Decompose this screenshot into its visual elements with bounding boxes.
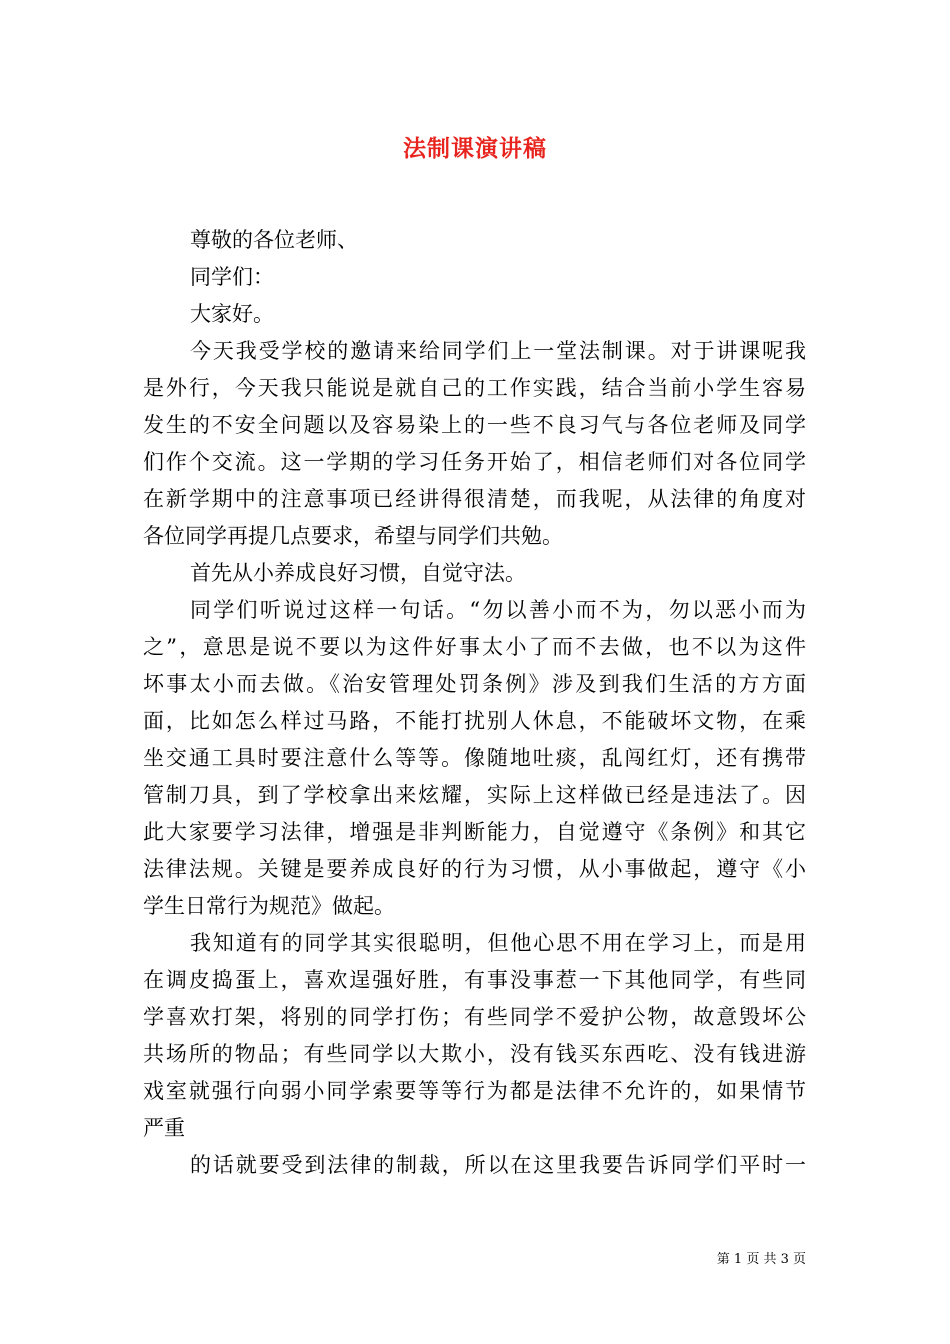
text-line: 坏事太小而去做。《治安管理处罚条例》涉及到我们生活的方方面 bbox=[143, 672, 806, 696]
text-line: 同学们： bbox=[190, 265, 274, 289]
text-line: 今天我受学校的邀请来给同学们上一堂法制课。对于讲课呢我 bbox=[190, 339, 806, 363]
page-number: 第 1 页 共 3 页 bbox=[716, 1252, 806, 1267]
text-line: 尊敬的各位老师、 bbox=[190, 228, 358, 252]
text-line: 之”，意思是说不要以为这件好事太小了而不去做，也不以为这件 bbox=[143, 635, 806, 659]
text-line: 是外行，今天我只能说是就自己的工作实践，结合当前小学生容易 bbox=[143, 376, 806, 400]
text-line: 同学们听说过这样一句话。“勿以善小而不为，勿以恶小而为 bbox=[190, 598, 806, 622]
text-line: 发生的不安全问题以及容易染上的一些不良习气与各位老师及同学 bbox=[143, 413, 806, 437]
document-body bbox=[143, 222, 806, 1184]
text-line: 大家好。 bbox=[190, 302, 274, 326]
document-title: 法制课演讲稿 bbox=[403, 135, 547, 162]
text-line: 们作个交流。这一学期的学习任务开始了，相信老师们对各位同学 bbox=[143, 450, 806, 474]
text-line: 此大家要学习法律，增强是非判断能力，自觉遵守《条例》和其它 bbox=[143, 820, 806, 844]
text-line: 各位同学再提几点要求，希望与同学们共勉。 bbox=[143, 524, 563, 548]
text-line: 戏室就强行向弱小同学索要等等行为都是法律不允许的，如果情节 bbox=[143, 1079, 806, 1103]
text-line: 严重 bbox=[143, 1116, 185, 1140]
text-line: 在调皮捣蛋上，喜欢逞强好胜，有事没事惹一下其他同学，有些同 bbox=[143, 968, 806, 992]
text-line: 的话就要受到法律的制裁，所以在这里我要告诉同学们平时一 bbox=[190, 1153, 806, 1177]
text-line: 法律法规。关键是要养成良好的行为习惯，从小事做起，遵守《小 bbox=[143, 857, 806, 881]
text-line: 共场所的物品；有些同学以大欺小，没有钱买东西吃、没有钱进游 bbox=[143, 1042, 806, 1066]
text-line: 坐交通工具时要注意什么等等。像随地吐痰，乱闯红灯，还有携带 bbox=[143, 746, 806, 770]
text-line: 学喜欢打架，将别的同学打伤；有些同学不爱护公物，故意毁坏公 bbox=[143, 1005, 806, 1029]
text-line: 管制刀具，到了学校拿出来炫耀，实际上这样做已经是违法了。因 bbox=[143, 783, 806, 807]
text-line: 面，比如怎么样过马路，不能打扰别人休息，不能破坏文物，在乘 bbox=[143, 709, 806, 733]
text-line: 学生日常行为规范》做起。 bbox=[143, 894, 395, 918]
text-line: 我知道有的同学其实很聪明，但他心思不用在学习上，而是用 bbox=[190, 931, 806, 955]
text-line: 首先从小养成良好习惯，自觉守法。 bbox=[190, 561, 526, 585]
text-line: 在新学期中的注意事项已经讲得很清楚，而我呢，从法律的角度对 bbox=[143, 487, 806, 511]
